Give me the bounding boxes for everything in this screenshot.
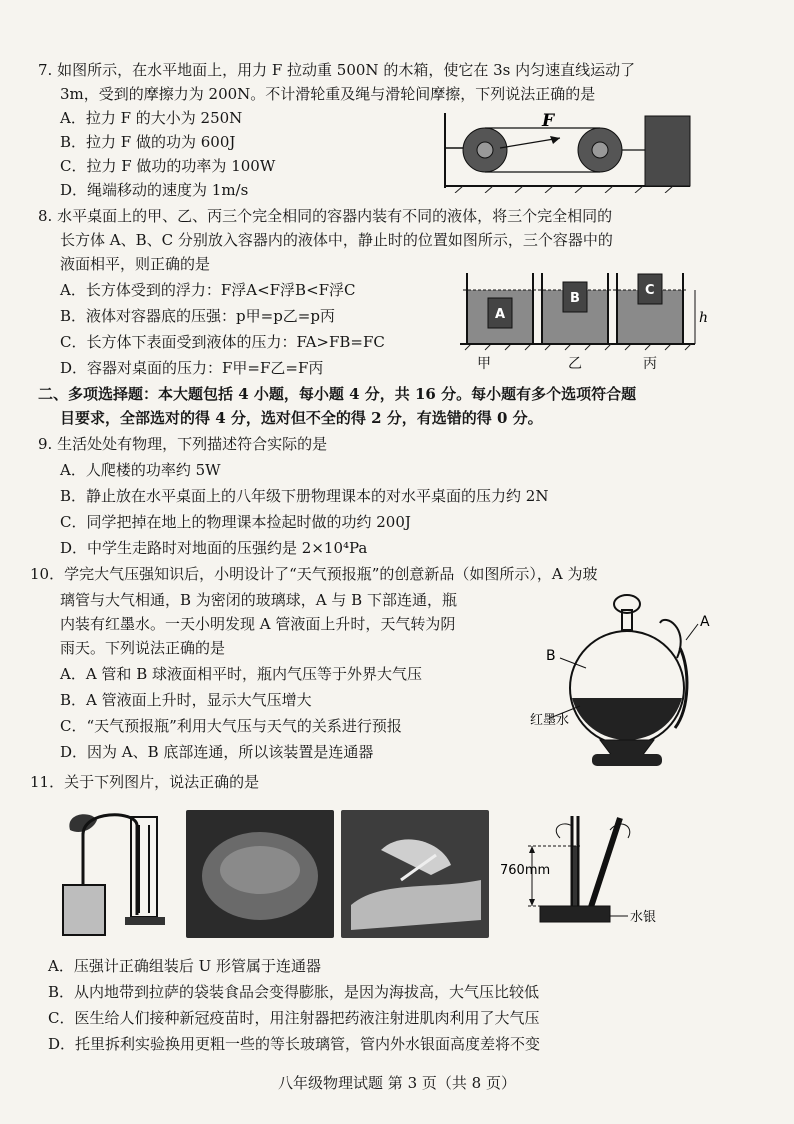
q8-option-b: B．液体对容器底的压强：p甲=p乙=p丙	[60, 307, 335, 325]
block-a-label: A	[495, 307, 506, 322]
q8-stem-line3: 液面相平，则正确的是	[60, 255, 211, 273]
label-760mm: 760mm	[500, 863, 551, 878]
q10-option-b: B．A 管液面上升时，显示大气压增大	[60, 691, 312, 709]
q11-pressure-gauge-figure	[55, 805, 180, 940]
q7-option-b: B．拉力 F 做的功为 600J	[60, 133, 236, 151]
q8-containers-figure	[455, 268, 710, 372]
q9-option-c: C．同学把掉在地上的物理课本捡起时做的功约 200J	[60, 513, 411, 531]
q9-option-b: B．静止放在水平桌面上的八年级下册物理课本的对水平桌面的压力约 2N	[60, 487, 549, 505]
q7-option-a: A．拉力 F 的大小为 250N	[60, 109, 243, 127]
container-bing-label: 丙	[643, 356, 657, 372]
label-a: A	[700, 614, 710, 630]
q10-weather-bottle-figure	[530, 588, 730, 773]
page-footer: 八年级物理试题 第 3 页（共 8 页）	[278, 1074, 516, 1092]
q10-stem-line2: 璃管与大气相通，B 为密闭的玻璃球，A 与 B 下部连通，瓶	[60, 591, 457, 609]
label-red-ink: 红墨水	[530, 713, 570, 728]
q10-option-a: A．A 管和 B 球液面相平时，瓶内气压等于外界大气压	[60, 665, 422, 683]
q8-option-a: A．长方体受到的浮力：F浮A<F浮B<F浮C	[60, 281, 356, 299]
label-b: B	[546, 648, 556, 664]
q10-option-c: C．“天气预报瓶”利用大气压与天气的关系进行预报	[60, 717, 402, 735]
force-f-label: F	[542, 111, 555, 131]
wooden-box	[645, 116, 690, 186]
injection-hands-shape	[341, 810, 489, 938]
q11-torricelli-figure	[500, 808, 670, 938]
q8-stem-line1: 8. 水平桌面上的甲、乙、丙三个完全相同的容器内装有不同的液体，将三个完全相同的	[38, 207, 613, 225]
q9-option-a: A．人爬楼的功率约 5W	[60, 461, 221, 479]
label-mercury: 水银	[630, 910, 657, 925]
block-c-label: C	[645, 283, 655, 298]
h-label: h	[699, 310, 709, 326]
q7-stem-line2: 3m，受到的摩擦力为 200N。不计滑轮重及绳与滑轮间摩擦，下列说法正确的是	[60, 85, 596, 103]
q7-stem-line1: 7. 如图所示，在水平地面上，用力 F 拉动重 500N 的木箱，使它在 3s 内匀速直线运动了	[38, 61, 636, 79]
q7-option-c: C．拉力 F 做功的功率为 100W	[60, 157, 276, 175]
q8-stem-line2: 长方体 A、B、C 分别放入容器内的液体中，静止时的位置如图所示，三个容器中的	[60, 231, 613, 249]
q9-stem: 9. 生活处处有物理，下列描述符合实际的是	[38, 435, 328, 453]
q11-option-a: A．压强计正确组装后 U 形管属于连通器	[48, 957, 322, 975]
q8-option-c: C．长方体下表面受到液体的压力：FA>FB=FC	[60, 333, 385, 351]
container-yi-label: 乙	[568, 356, 582, 372]
q11-option-b: B．从内地带到拉萨的袋装食品会变得膨胀，是因为海拔高，大气压比较低	[48, 983, 540, 1001]
q7-option-d: D．绳端移动的速度为 1m/s	[60, 181, 249, 199]
q10-stem-line3: 内装有红墨水。一天小明发现 A 管液面上升时，天气转为阴	[60, 615, 456, 633]
q10-option-d: D．因为 A、B 底部连通，所以该装置是连通器	[60, 743, 374, 761]
q10-stem-line4: 雨天。下列说法正确的是	[60, 639, 226, 657]
section2-heading-line1: 二、多项选择题：本大题包括 4 小题，每小题 4 分，共 16 分。每小题有多个选项符合题	[38, 385, 637, 403]
inflated-bag-shape	[186, 810, 334, 938]
q10-stem-line1: 10．学完大气压强知识后，小明设计了“天气预报瓶”的创意新品（如图所示），A 为玻	[30, 565, 598, 583]
q11-stem: 11．关于下列图片，说法正确的是	[30, 773, 260, 791]
q9-option-d: D．中学生走路时对地面的压强约是 2×10⁴Pa	[60, 539, 368, 557]
q11-option-c: C．医生给人们接种新冠疫苗时，用注射器把药液注射进肌肉利用了大气压	[48, 1009, 540, 1027]
section2-heading-line2: 目要求，全部选对的得 4 分，选对但不全的得 2 分，有选错的得 0 分。	[60, 409, 543, 427]
q8-option-d: D．容器对桌面的压力：F甲=F乙=F丙	[60, 359, 324, 377]
q11-option-d: D．托里拆利实验换用更粗一些的等长玻璃管，管内外水银面高度差将不变	[48, 1035, 541, 1053]
q7-pulley-figure	[440, 108, 695, 193]
block-b-label: B	[570, 291, 580, 306]
container-jia-label: 甲	[477, 356, 491, 372]
